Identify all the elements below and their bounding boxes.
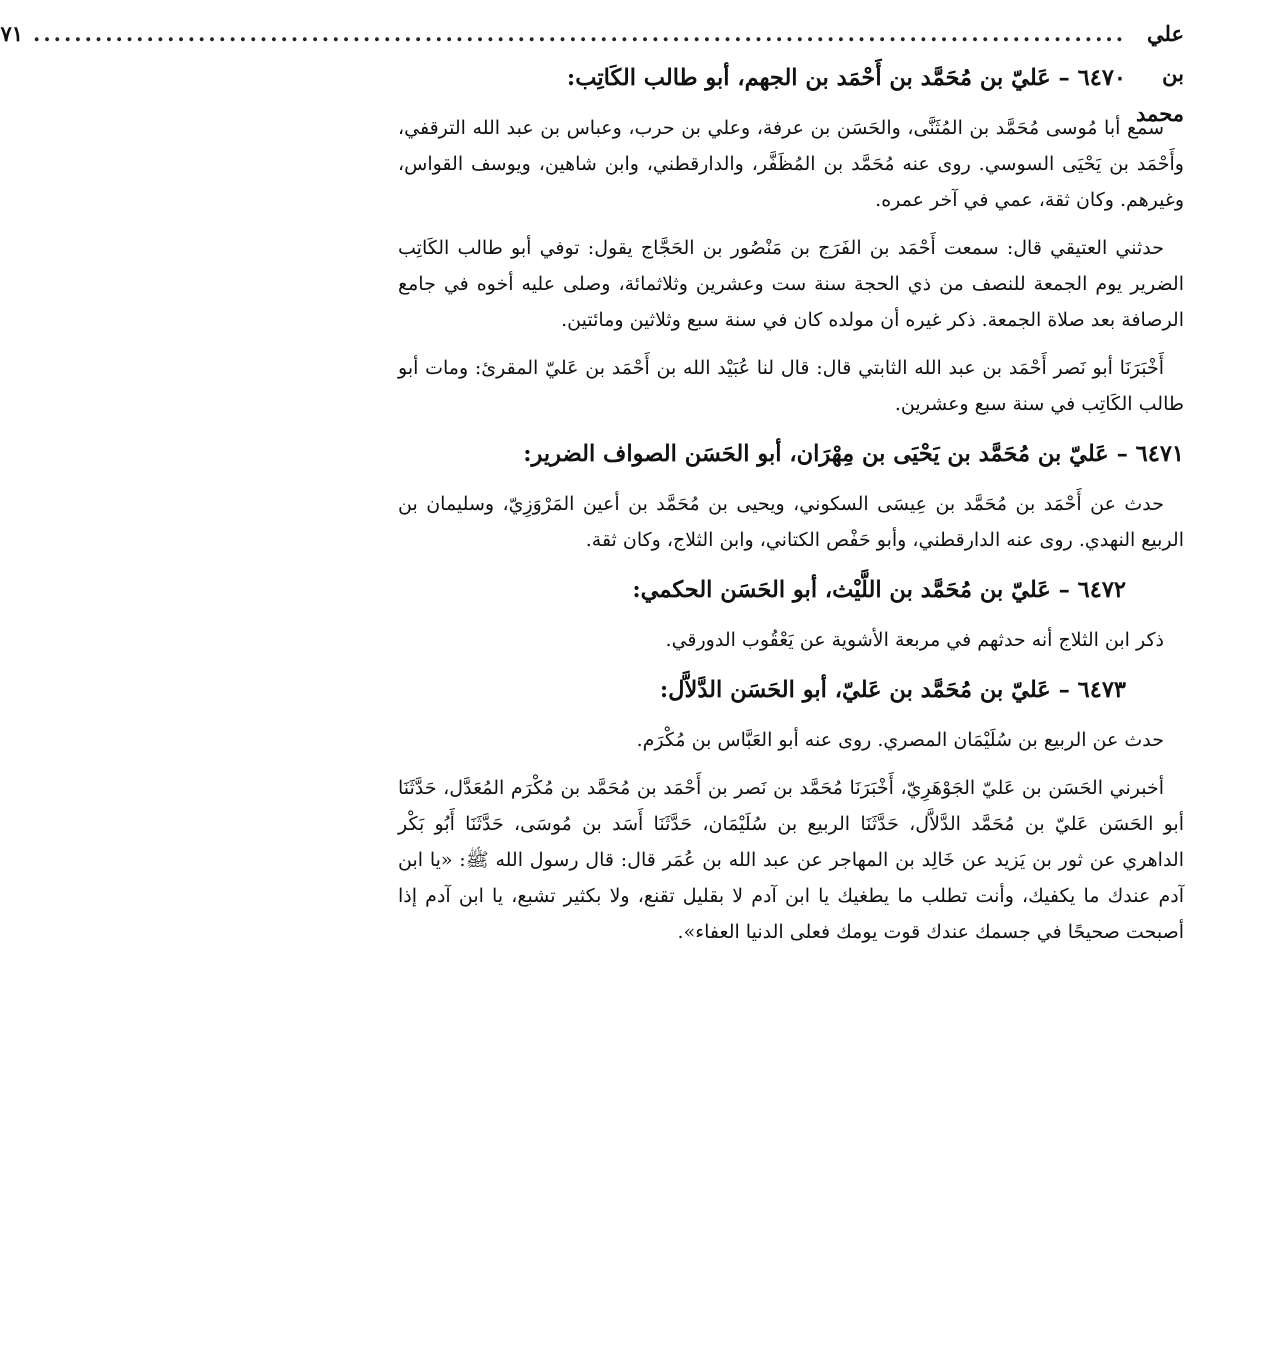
entry-6471-paragraph-1: حدث عن أَحْمَد بن مُحَمَّد بن عِيسَى السكوني، ويحيى بن مُحَمَّد بن أعين المَرْوَزِيّ، وسليمان بن الربيع النهدي. روى عنه الدارقطني، وأبو حَفْص الكتاني، وابن الثلاج، وكان ثقة. <box>398 493 1184 551</box>
entry-title-6470: ٦٤٧٠ – عَليّ بن مُحَمَّد بن أَحْمَد بن الجهم، أبو طالب الكَاتِب: <box>566 65 1126 91</box>
entry-6470-paragraph-1: سمع أبا مُوسى مُحَمَّد بن المُثَنَّى، والحَسَن بن عرفة، وعلي بن حرب، وعباس بن عبد الله الترقفي، وأَحْمَد بن يَحْيَى السوسي. روى عنه مُحَمَّد بن المُظَفَّر، والدارقطني، وابن شاهين، ويوسف القواس، وغيرهم. وكان ثقة، عمي في آخر عمره. <box>398 117 1184 211</box>
entry-6473-paragraph-1: حدث عن الربيع بن سُلَيْمَان المصري. روى عنه أبو العَبَّاس بن مُكْرَم. <box>636 729 1164 751</box>
leader-dots: .......................................................................................................... <box>33 21 1127 46</box>
running-head-title: علي بن محمد <box>1136 21 1184 126</box>
book-page <box>0 14 1184 962</box>
entry-6473-paragraph-2: أخبرني الحَسَن بن عَليّ الجَوْهَرِيّ، أَخْبَرَنَا مُحَمَّد بن نَصر بن أَحْمَد بن مُحَمَّد بن مُكْرَم المُعَدَّل، حَدَّثَنَا أبو الحَسَن عَليّ بن مُحَمَّد الدَّلاَّل، حَدَّثَنَا الربيع بن سُلَيْمَان، حَدَّثَنَا أَسَد بن مُوسَى، حَدَّثَنَا أَبُو بَكْر الداهري عن ثور بن يَزيد عن خَالِد بن المهاجر عن عبد الله بن عُمَر قال: قال رسول الله ﷺ: «يا ابن آدم عندك ما يكفيك، وأنت تطلب ما يطغيك يا ابن آدم لا بقليل تقنع، ولا بكثير تشبع، يا ابن آدم إذا أصبحت صحيحًا في جسمك عندك قوت يومك فعلى الدنيا العفاء». <box>398 777 1184 943</box>
entry-title-6473: ٦٤٧٣ – عَليّ بن مُحَمَّد بن عَليّ، أبو الحَسَن الدَّلاَّل: <box>659 677 1126 703</box>
entry-title-6471: ٦٤٧١ – عَليّ بن مُحَمَّد بن يَحْيَى بن مِهْرَان، أبو الحَسَن الصواف الضرير: <box>523 441 1184 467</box>
entry-title-6472: ٦٤٧٢ – عَليّ بن مُحَمَّد بن اللَّيْث، أبو الحَسَن الحكمي: <box>632 577 1126 603</box>
entry-6472-paragraph-1: ذكر ابن الثلاج أنه حدثهم في مربعة الأشوية عن يَعْقُوب الدورقي. <box>665 629 1164 651</box>
page-number: ٧١ <box>0 21 24 46</box>
entry-6470-paragraph-2: حدثني العتيقي قال: سمعت أَحْمَد بن الفَرَج بن مَنْصُور بن الحَجَّاج يقول: توفي أبو طالب الكَاتِب الضرير يوم الجمعة للنصف من ذي الحجة سنة ست وعشرين وثلاثمائة، وصلى عليه أخوه في جامع الرصافة بعد صلاة الجمعة. ذكر غيره أن مولده كان في سنة سبع وثلاثين ومائتين. <box>398 237 1184 331</box>
entry-6470-paragraph-3: أَخْبَرَنَا أبو نَصر أَحْمَد بن عبد الله الثابتي قال: قال لنا عُبَيْد الله بن أَحْمَد بن عَليّ المقرئ: ومات أبو طالب الكَاتِب في سنة سبع وعشرين. <box>398 357 1184 415</box>
